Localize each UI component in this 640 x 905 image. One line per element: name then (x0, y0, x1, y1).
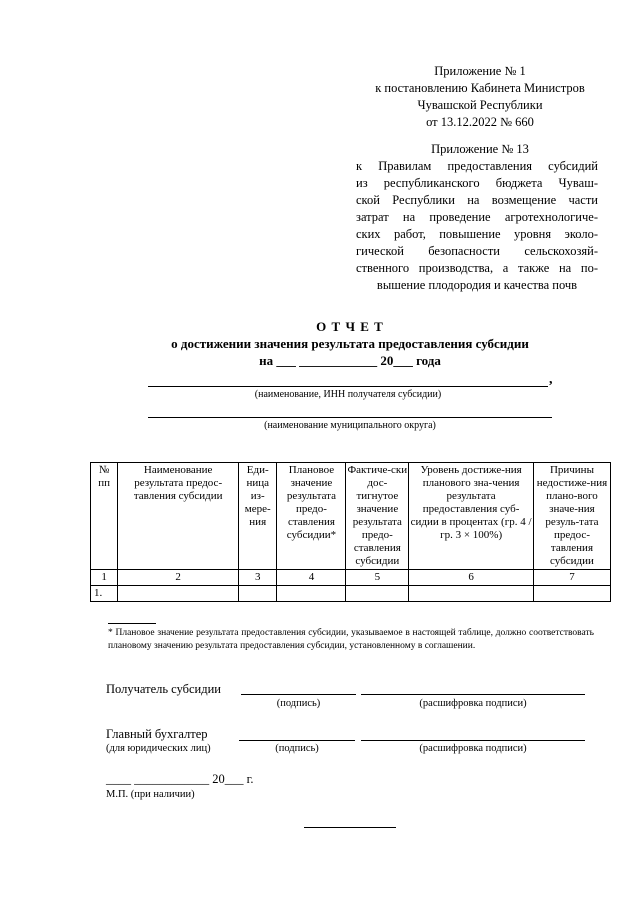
column-number-cell: 2 (118, 570, 239, 586)
table-cell[interactable] (346, 586, 409, 602)
recipient-decryption-line[interactable] (361, 694, 585, 695)
column-number-row (91, 570, 611, 586)
row-number-cell: 1. (91, 586, 118, 602)
footnote-text: * Плановое значение результата предоставления субсидии, указываемое в настоящей таблице, должно соответствовать плановому значению результата предоставления субсидии, установленному в соглашении. (108, 628, 594, 651)
table-cell[interactable] (118, 586, 239, 602)
rules-line: затрат на проведение агротехнологиче- (356, 210, 598, 224)
accountant-signature-caption: (подпись) (275, 743, 319, 754)
accountant-signature-line[interactable] (239, 740, 355, 741)
report-title: О Т Ч Е Т (316, 319, 384, 334)
report-subtitle: о достижении значения результата предоставления субсидии (171, 336, 529, 351)
header-cell-planned: Плановое значение результата предо-ставления субсидии* (277, 463, 346, 570)
footnote-separator (108, 623, 156, 624)
appendix-1-date: от 13.12.2022 № 660 (426, 115, 534, 129)
column-number-cell: 5 (346, 570, 409, 586)
recipient-signature-line[interactable] (241, 694, 356, 695)
recipient-decryption-caption: (расшифровка подписи) (419, 698, 527, 709)
accountant-decryption-caption: (расшифровка подписи) (419, 743, 527, 754)
report-table (90, 462, 611, 602)
appendix-1-republic: Чувашской Республики (417, 98, 543, 112)
accountant-label: Главный бухгалтер (106, 727, 208, 741)
appendix-13-rules-text (356, 158, 598, 294)
report-date-line: на ___ ____________ 20___ года (259, 353, 441, 368)
rules-line: к Правилам предоставления субсидий (356, 159, 598, 173)
appendix-1-block (355, 63, 605, 131)
rules-line: гической безопасности сельскохозяй- (356, 244, 598, 258)
table-cell[interactable] (409, 586, 534, 602)
header-cell-achievement: Уровень достиже-ния планового зна-чения результата предоставления суб-сидии в процентах (гр. 4 / гр. 3 × 100%) (409, 463, 534, 570)
table-cell[interactable] (533, 586, 610, 602)
table-row (91, 586, 611, 602)
header-cell-number: № пп (91, 463, 118, 570)
appendix-1-heading: Приложение № 1 (434, 64, 526, 78)
recipient-line[interactable] (148, 386, 548, 387)
rules-line: ственного производства, а также на по- (356, 261, 598, 275)
table-header-row (91, 463, 611, 570)
end-separator (304, 827, 396, 828)
header-cell-name: Наименование результата предос-тавления субсидии (118, 463, 239, 570)
recipient-comma: , (549, 372, 553, 387)
rules-line: ских работ, повышение уровня эколо- (356, 227, 598, 241)
appendix-1-decree: к постановлению Кабинета Министров (375, 81, 585, 95)
column-number-cell: 3 (238, 570, 277, 586)
signature-date-line[interactable]: ____ ____________ 20___ г. (106, 772, 254, 786)
recipient-signature-label: Получатель субсидии (106, 682, 221, 696)
column-number-cell: 6 (409, 570, 534, 586)
accountant-note: (для юридических лиц) (106, 743, 211, 754)
table-cell[interactable] (277, 586, 346, 602)
rules-line: ской Республики на возмещение части (356, 193, 598, 207)
stamp-note: М.П. (при наличии) (106, 789, 195, 800)
district-line[interactable] (148, 417, 552, 418)
column-number-cell: 4 (277, 570, 346, 586)
accountant-decryption-line[interactable] (361, 740, 585, 741)
rules-line: вышение плодородия и качества почв (376, 278, 578, 292)
district-caption: (наименование муниципального округа) (264, 420, 436, 431)
appendix-13-heading: Приложение № 13 (431, 142, 529, 156)
header-cell-reasons: Причины недостиже-ния плано-вого значе-ния резуль-тата предос-тавления субсидии (533, 463, 610, 570)
header-cell-actual: Фактиче-ски дос-тигнутое значение результата предо-ставления субсидии (346, 463, 409, 570)
header-cell-unit: Еди-ница из-мере-ния (238, 463, 277, 570)
rules-line: из республиканского бюджета Чуваш- (356, 176, 598, 190)
column-number-cell: 1 (91, 570, 118, 586)
column-number-cell: 7 (533, 570, 610, 586)
table-cell[interactable] (238, 586, 277, 602)
recipient-caption: (наименование, ИНН получателя субсидии) (254, 389, 442, 400)
recipient-signature-caption: (подпись) (276, 698, 321, 709)
report-title-block (100, 318, 600, 369)
